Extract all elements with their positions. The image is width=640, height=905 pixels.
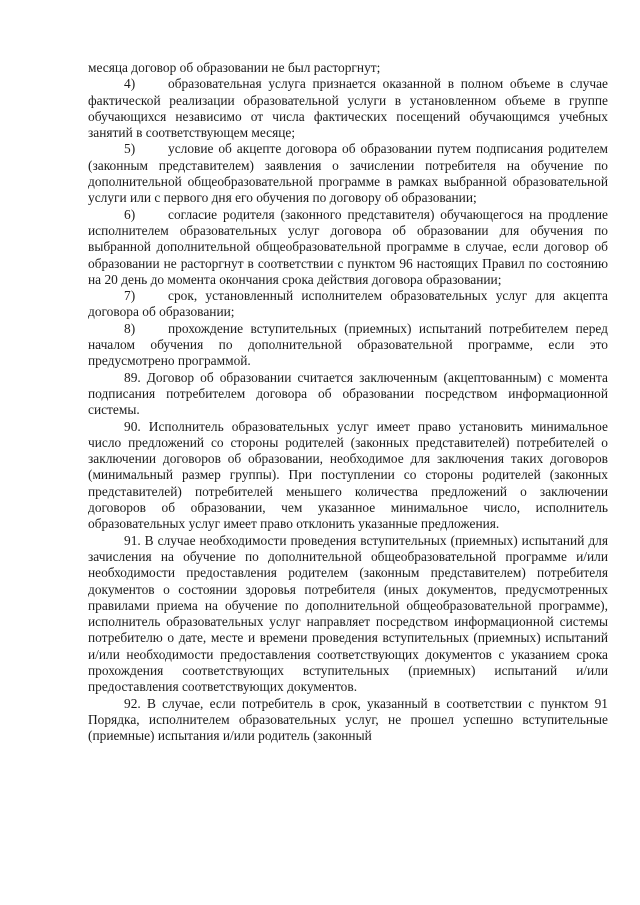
list-number: 5) <box>124 141 136 157</box>
paragraph-91: 91. В случае необходимости проведения вступительных (приемных) испытаний для зачисления на обучение по дополнительной общеобразовательной программе и/или необходимости предоставления родителем (законным представителем) потребителя документов о состоянии здоровья потребителя (иных документов, предусмотренных правилами приема на обучение по дополнительной общеобразовательной программе), исполнитель образовательных услуг направляет посредством информационной системы потребителю о дате, месте и времени проведения вступительных (приемных) испытаний и/или необходимости предоставления соответствующих документов с указанием срока прохождения соответствующих вступительных (приемных) испытаний и/или предоставления соответствующих документов. <box>88 532 608 695</box>
list-item-text: согласие родителя (законного представителя) обучающегося на продление исполнителем образовательных услуг договора об образовании для обучения по выбранной дополнительной общеобразовательной программе в случае, если договор об образовании не расторгнут в соответствии с пунктом 96 настоящих Правил по состоянию на 20 день до момента окончания срока действия договора образовании; <box>88 206 608 287</box>
list-item-text: прохождение вступительных (приемных) испытаний потребителем перед началом обучения по дополнительной образовательной программе, если это предусмотрено программой. <box>88 320 608 369</box>
list-item-text: срок, установленный исполнителем образовательных услуг для акцепта договора об образовании; <box>88 288 608 320</box>
list-number: 6) <box>124 206 136 222</box>
list-number: 4) <box>124 76 136 92</box>
list-item-6 <box>88 207 608 288</box>
document-body <box>88 60 608 744</box>
list-number: 7) <box>124 288 136 304</box>
list-item-8 <box>88 321 608 370</box>
list-item-text: условие об акцепте договора об образовании путем подписания родителем (законным представителем) заявления о зачислении потребителя на обучение по дополнительной общеобразовательной программе в рамках выбранной образовательной услуги или с первого дня его обучения по договору об образовании; <box>88 141 608 206</box>
paragraph-continuation: месяца договор об образовании не был расторгнут; <box>88 60 381 75</box>
list-number: 8) <box>124 320 136 336</box>
paragraph-89: 89. Договор об образовании считается заключенным (акцептованным) с момента подписания потребителем договора об образовании посредством информационной системы. <box>88 369 608 418</box>
paragraph-90: 90. Исполнитель образовательных услуг имеет право установить минимальное число предложений со стороны родителей (законных представителей) потребителей о заключении договоров об образовании, необходимое для заключения таких договоров (минимальный размер группы). При поступлении со стороны родителей (законных представителей) потребителей меньшего количества предложений о заключении договоров об образовании, чем указанное минимальное число, исполнитель образовательных услуг имеет право отклонить указанные предложения. <box>88 418 608 532</box>
list-item-4 <box>88 76 608 141</box>
list-item-5 <box>88 141 608 206</box>
list-item-7 <box>88 288 608 321</box>
list-item-text: образовательная услуга признается оказанной в полном объеме в случае фактической реализации образовательной услуги в установленном объеме в группе обучающихся независимо от числа фактических посещений обучающимся учебных занятий в соответствующем месяце; <box>88 76 608 141</box>
paragraph-92: 92. В случае, если потребитель в срок, указанный в соответствии с пунктом 91 Порядка, исполнителем образовательных услуг, не прошел успешно вступительные (приемные) испытания и/или родитель (законный <box>88 695 608 744</box>
